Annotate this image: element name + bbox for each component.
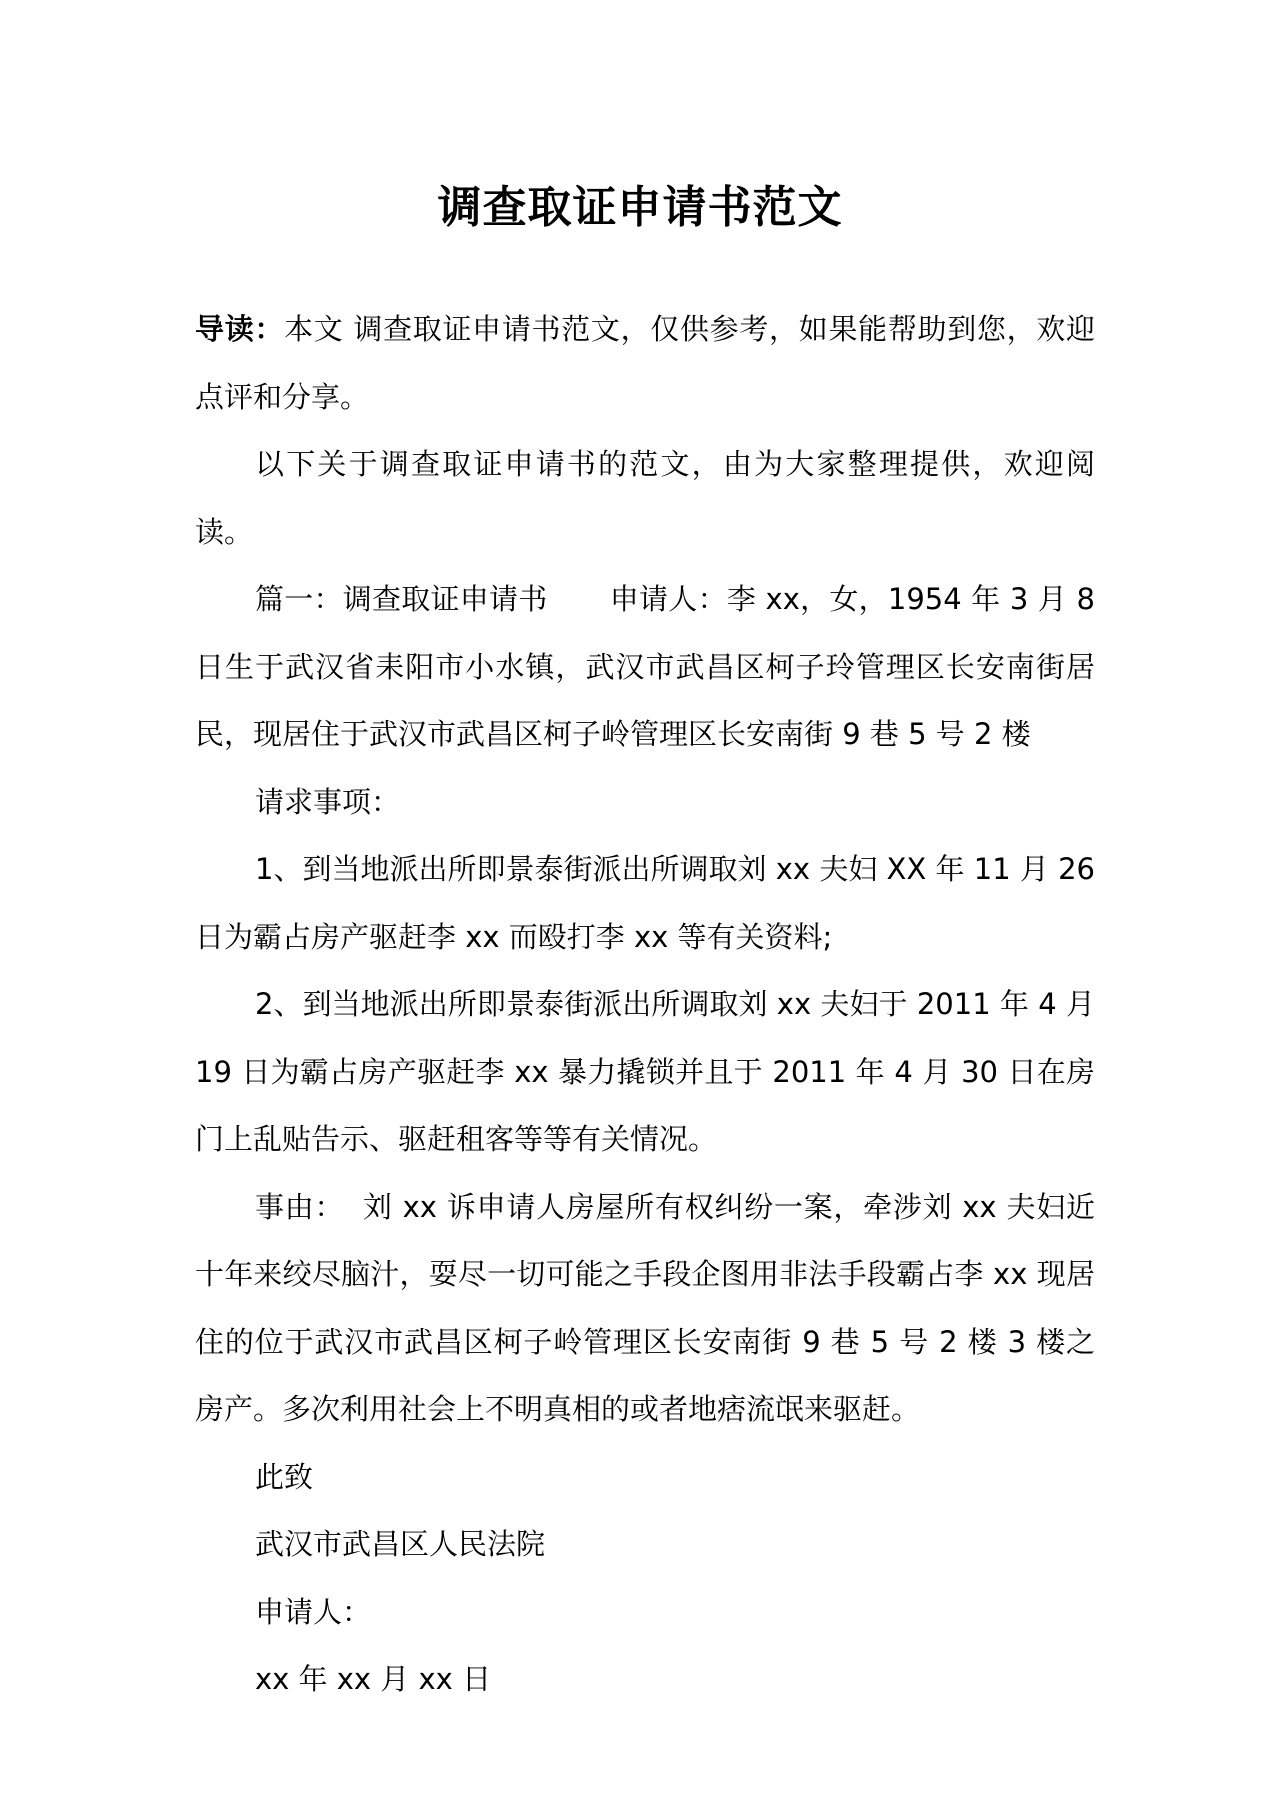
section-title: 篇一：调查取证申请书 [255,582,548,616]
reason-paragraph [195,1174,1095,1444]
closing-line: 此致 [255,1459,314,1494]
lead-paragraph [195,296,1095,431]
signature-line: 申请人： [255,1594,372,1629]
reason-text: 刘 xx 诉申请人房屋所有权纠纷一案，牵涉刘 xx 夫妇近十年来绞尽脑汁，耍尽一切可能之手段企图用非法手段霸占李 xx 现居住的位于武汉市武昌区柯子岭管理区长安南街 9 巷 5 号 2 楼 3 楼之房产。多次利用社会上不明真相的或者地痞流氓来驱赶。 [195,1189,1095,1426]
request-heading: 请求事项： [255,784,401,819]
lead-label: 导读： [195,312,285,346]
intro-paragraph: 以下关于调查取证申请书的范文，由为大家整理提供，欢迎阅读。 [195,447,1095,549]
reason-label: 事由： [255,1189,345,1224]
applicant-paragraph [195,566,1095,769]
applicant-info: 申请人：李 xx，女，1954 年 3 月 8 日生于武汉省耒阳市小水镇，武汉市武昌区柯子玲管理区长安南街居民，现居住于武汉市武昌区柯子岭管理区长安南街 9 巷 5 号 2 楼 [195,582,1095,751]
date-line: xx 年 xx 月 xx 日 [255,1662,492,1696]
document-body [195,296,1095,1714]
lead-text: 本文 调查取证申请书范文，仅供参考，如果能帮助到您，欢迎点评和分享。 [195,312,1095,414]
recipient-line: 武汉市武昌区人民法院 [255,1527,546,1561]
request-item-2: 2、到当地派出所即景泰街派出所调取刘 xx 夫妇于 2011 年 4 月 19 日为霸占房产驱赶李 xx 暴力撬锁并且于 2011 年 4 月 30 日在房门上乱贴告示、驱赶租客等等有关情况。 [195,987,1095,1156]
request-item-1: 1、到当地派出所即景泰街派出所调取刘 xx 夫妇 XX 年 11 月 26 日为霸占房产驱赶李 xx 而殴打李 xx 等有关资料; [195,852,1095,954]
document-title: 调查取证申请书范文 [437,182,843,233]
